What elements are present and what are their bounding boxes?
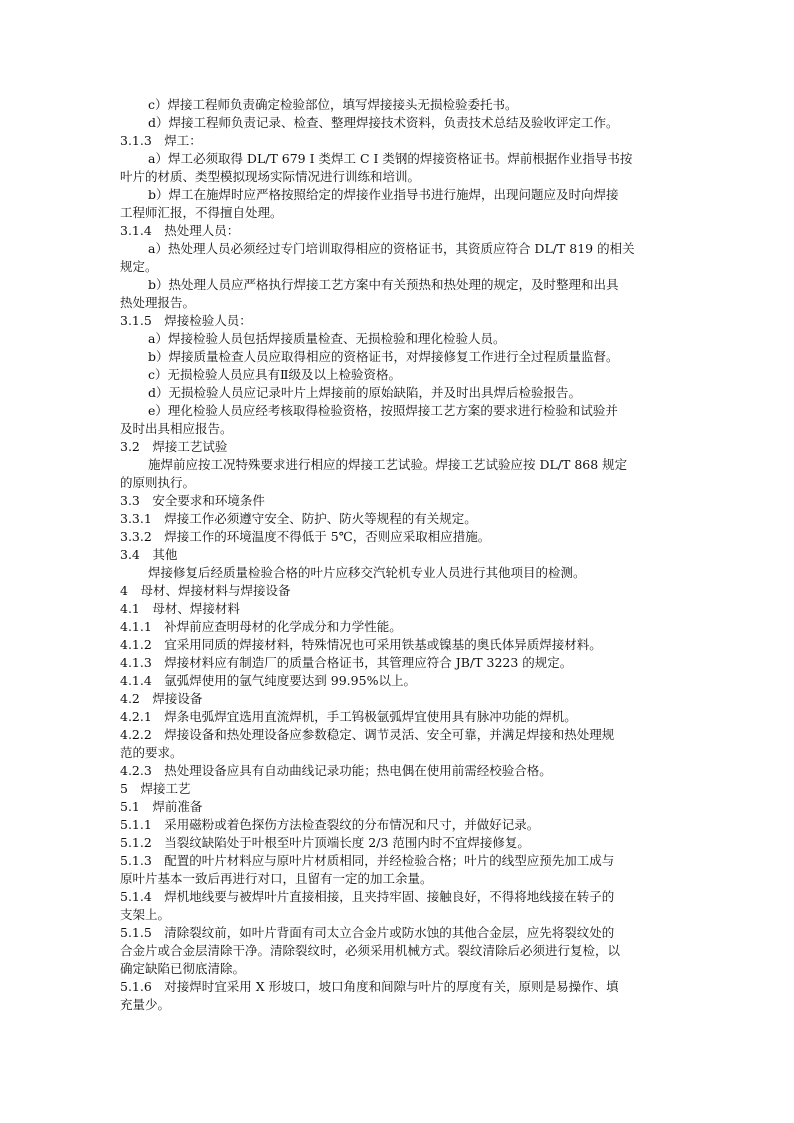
text-line: 规定。 bbox=[120, 259, 158, 274]
text-line: a）焊工必须取得 DL/T 679 I 类焊工 C I 类钢的焊接资格证书。焊前根据作业指导书按 bbox=[148, 151, 633, 166]
text-line: 焊接修复后经质量检验合格的叶片应移交汽轮机专业人员进行其他项目的检测。 bbox=[148, 565, 586, 580]
text-line: e）理化检验人员应经考核取得检验资格，按照焊接工艺方案的要求进行检验和试验并 bbox=[148, 403, 618, 418]
text-line: 范的要求。 bbox=[120, 745, 183, 760]
text-line: 合金片或合金层清除干净。清除裂纹时，必须采用机械方式。裂纹清除后必须进行复检，以 bbox=[120, 943, 621, 958]
text-line: 4.1.3 焊接材料应有制造厂的质量合格证书，其管理应符合 JB/T 3223 的规定。 bbox=[120, 655, 573, 670]
text-line: 的原则执行。 bbox=[120, 475, 196, 490]
text-line: b）焊接质量检查人员应取得相应的资格证书，对焊接修复工作进行全过程质量监督。 bbox=[148, 349, 619, 364]
text-line: a）热处理人员必须经过专门培训取得相应的资格证书，其资质应符合 DL/T 819 的相关 bbox=[148, 241, 635, 256]
text-line: 充量少。 bbox=[120, 997, 171, 1012]
text-line: 3.1.4 热处理人员： bbox=[120, 223, 240, 238]
text-line: 4.2.1 焊条电弧焊宜选用直流焊机，手工钨极氩弧焊宜使用具有脉冲功能的焊机。 bbox=[120, 709, 577, 724]
text-line: 3.4 其他 bbox=[120, 547, 178, 562]
text-line: 3.1.3 焊工： bbox=[120, 133, 202, 148]
text-line: b）热处理人员应严格执行焊接工艺方案中有关预热和热处理的规定，及时整理和出具 bbox=[148, 277, 619, 292]
text-line: 5.1.2 当裂纹缺陷处于叶根至叶片顶端长度 2/3 范围内时不宜焊接修复。 bbox=[120, 835, 530, 850]
text-line: 叶片的材质、类型模拟现场实际情况进行训练和培训。 bbox=[120, 169, 421, 184]
text-line: 5.1.6 对接焊时宜采用 X 形坡口，坡口角度和间隙与叶片的厚度有关，原则是易操作、填 bbox=[120, 979, 619, 994]
text-line: 4.2.2 焊接设备和热处理设备应参数稳定、调节灵活、安全可靠，并满足焊接和热处理规 bbox=[120, 727, 615, 742]
document-body bbox=[120, 96, 676, 1014]
text-line: 4.2.3 热处理设备应具有自动曲线记录功能；热电偶在使用前需经校验合格。 bbox=[120, 763, 552, 778]
text-line: c）焊接工程师负责确定检验部位，填写焊接接头无损检验委托书。 bbox=[148, 97, 518, 112]
text-line: 确定缺陷已彻底清除。 bbox=[120, 961, 246, 976]
text-line: d）焊接工程师负责记录、检查、整理焊接技术资料，负责技术总结及验收评定工作。 bbox=[148, 115, 619, 130]
text-line: 5.1.4 焊机地线要与被焊叶片直接相接，且夹持牢固、接触良好，不得将地线接在转子的 bbox=[120, 889, 615, 904]
text-line: 3.3.1 焊接工作必须遵守安全、防护、防火等规程的有关规定。 bbox=[120, 511, 477, 526]
text-line: 热处理报告。 bbox=[120, 295, 196, 310]
text-line: 及时出具相应报告。 bbox=[120, 421, 233, 436]
text-line: 原叶片基本一致后再进行对口，且留有一定的加工余量。 bbox=[120, 871, 433, 886]
text-line: 5 焊接工艺 bbox=[120, 781, 191, 796]
text-line: 4.1.4 氩弧焊使用的氩气纯度要达到 99.95%以上。 bbox=[120, 673, 416, 688]
text-line: 4.1.1 补焊前应查明母材的化学成分和力学性能。 bbox=[120, 619, 402, 634]
text-line: 支架上。 bbox=[120, 907, 171, 922]
text-line: c）无损检验人员应具有Ⅱ级及以上检验资格。 bbox=[148, 367, 401, 382]
text-line: 工程师汇报，不得擅自处理。 bbox=[120, 205, 283, 220]
text-line: 5.1 焊前准备 bbox=[120, 799, 203, 814]
text-line: 4.1.2 宜采用同质的焊接材料，特殊情况也可采用铁基或镍基的奥氏体异质焊接材料。 bbox=[120, 637, 602, 652]
text-line: 3.3 安全要求和环境条件 bbox=[120, 493, 265, 508]
text-line: 3.3.2 焊接工作的环境温度不得低于 5℃，否则应采取相应措施。 bbox=[120, 529, 491, 544]
text-line: 4 母材、焊接材料与焊接设备 bbox=[120, 583, 291, 598]
text-line: 4.2 焊接设备 bbox=[120, 691, 203, 706]
text-line: 3.2 焊接工艺试验 bbox=[120, 439, 228, 454]
text-line: 4.1 母材、焊接材料 bbox=[120, 601, 240, 616]
text-line: 5.1.5 清除裂纹前，如叶片背面有司太立合金片或防水蚀的其他合金层，应先将裂纹处的 bbox=[120, 925, 615, 940]
text-line: 3.1.5 焊接检验人员： bbox=[120, 313, 252, 328]
text-line: b）焊工在施焊时应严格按照给定的焊接作业指导书进行施焊，出现问题应及时向焊接 bbox=[148, 187, 619, 202]
text-line: a）焊接检验人员包括焊接质量检查、无损检验和理化检验人员。 bbox=[148, 331, 506, 346]
text-line: d）无损检验人员应记录叶片上焊接前的原始缺陷，并及时出具焊后检验报告。 bbox=[148, 385, 582, 400]
text-line: 5.1.3 配置的叶片材料应与原叶片材质相同，并经检验合格；叶片的线型应预先加工成与 bbox=[120, 853, 615, 868]
text-line: 施焊前应按工况特殊要求进行相应的焊接工艺试验。焊接工艺试验应按 DL/T 868 规定 bbox=[148, 457, 628, 472]
text-line: 5.1.1 采用磁粉或着色探伤方法检查裂纹的分布情况和尺寸，并做好记录。 bbox=[120, 817, 540, 832]
